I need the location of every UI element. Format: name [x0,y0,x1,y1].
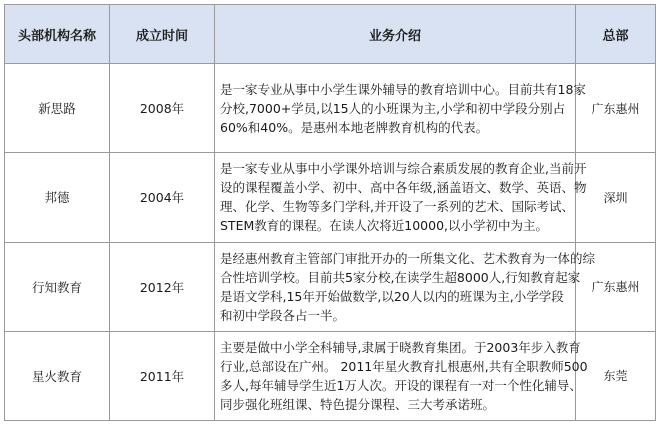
description-line: 同步强化班组课、特色提分课程、三大考承诺班。 [220,396,496,412]
description-line: 是一家专业从事中小学生课外辅导的教育培训中心。目前共有18家 [220,81,586,97]
description-line: 主要是做中小学全科辅导,隶属于晓教育集团。于2003年步入教育 [220,339,581,355]
founded-year: 2012年 [110,242,215,331]
header-year: 成立时间 [110,5,215,64]
institution-name: 邦德 [5,153,110,242]
institution-name: 星火教育 [5,331,110,420]
business-description [215,242,596,331]
description-line: 设的课程覆盖小学、初中、高中各年级,涵盖语文、数学、英语、物 [220,180,587,196]
description-line: 合性培训学校。目前共5家分校,在读学生超8000人,行知教育起家 [220,269,581,285]
founded-year: 2011年 [110,331,215,420]
description-line: 多人,每年辅导学生近1万人次。开设的课程有一对一个性化辅导、 [220,377,582,393]
description-line: 理、化学、生物等多门学科,并开设了一系列的艺术、国际考试、 [220,199,574,215]
description-line: 和初中学段各占一半。 [220,307,346,323]
headquarters: 广东惠州 [576,242,656,331]
description-line: 是一家专业从事中小学课外培训与综合素质发展的教育企业,当前开 [220,161,587,177]
description-line: 分校,7000+学员,以15人的小班课为主,小学和初中学段分别占 [220,100,566,116]
table-row [5,64,656,153]
description-line: STEM教育的课程。在读人次将近10000,以小学初中为主。 [220,218,548,234]
institution-name: 新思路 [5,64,110,153]
table-row [5,153,656,242]
headquarters: 东莞 [576,331,656,420]
table-row [5,331,656,420]
header-name: 头部机构名称 [5,5,110,64]
institution-name: 行知教育 [5,242,110,331]
institutions-table-container [4,4,655,421]
description-line: 是语文学科,15年开始做数学,以20人以内的班课为主,小学学段 [220,288,564,304]
headquarters: 广东惠州 [576,64,656,153]
table-row [5,242,656,331]
header-desc: 业务介绍 [215,5,576,64]
founded-year: 2004年 [110,153,215,242]
description-line: 行业,总部设在广州。 2011年星火教育扎根惠州,共有全职教师500 [220,358,588,374]
business-description [215,331,588,420]
business-description [215,153,587,242]
header-row [5,5,656,64]
description-line: 60%和40%。是惠州本地老牌教育机构的代表。 [220,119,489,135]
header-hq: 总部 [576,5,656,64]
headquarters: 深圳 [576,153,656,242]
description-line: 是经惠州教育主管部门审批开办的一所集文化、艺术教育为一体的综 [220,250,596,266]
institutions-table [4,4,656,421]
business-description [215,64,586,153]
founded-year: 2008年 [110,64,215,153]
